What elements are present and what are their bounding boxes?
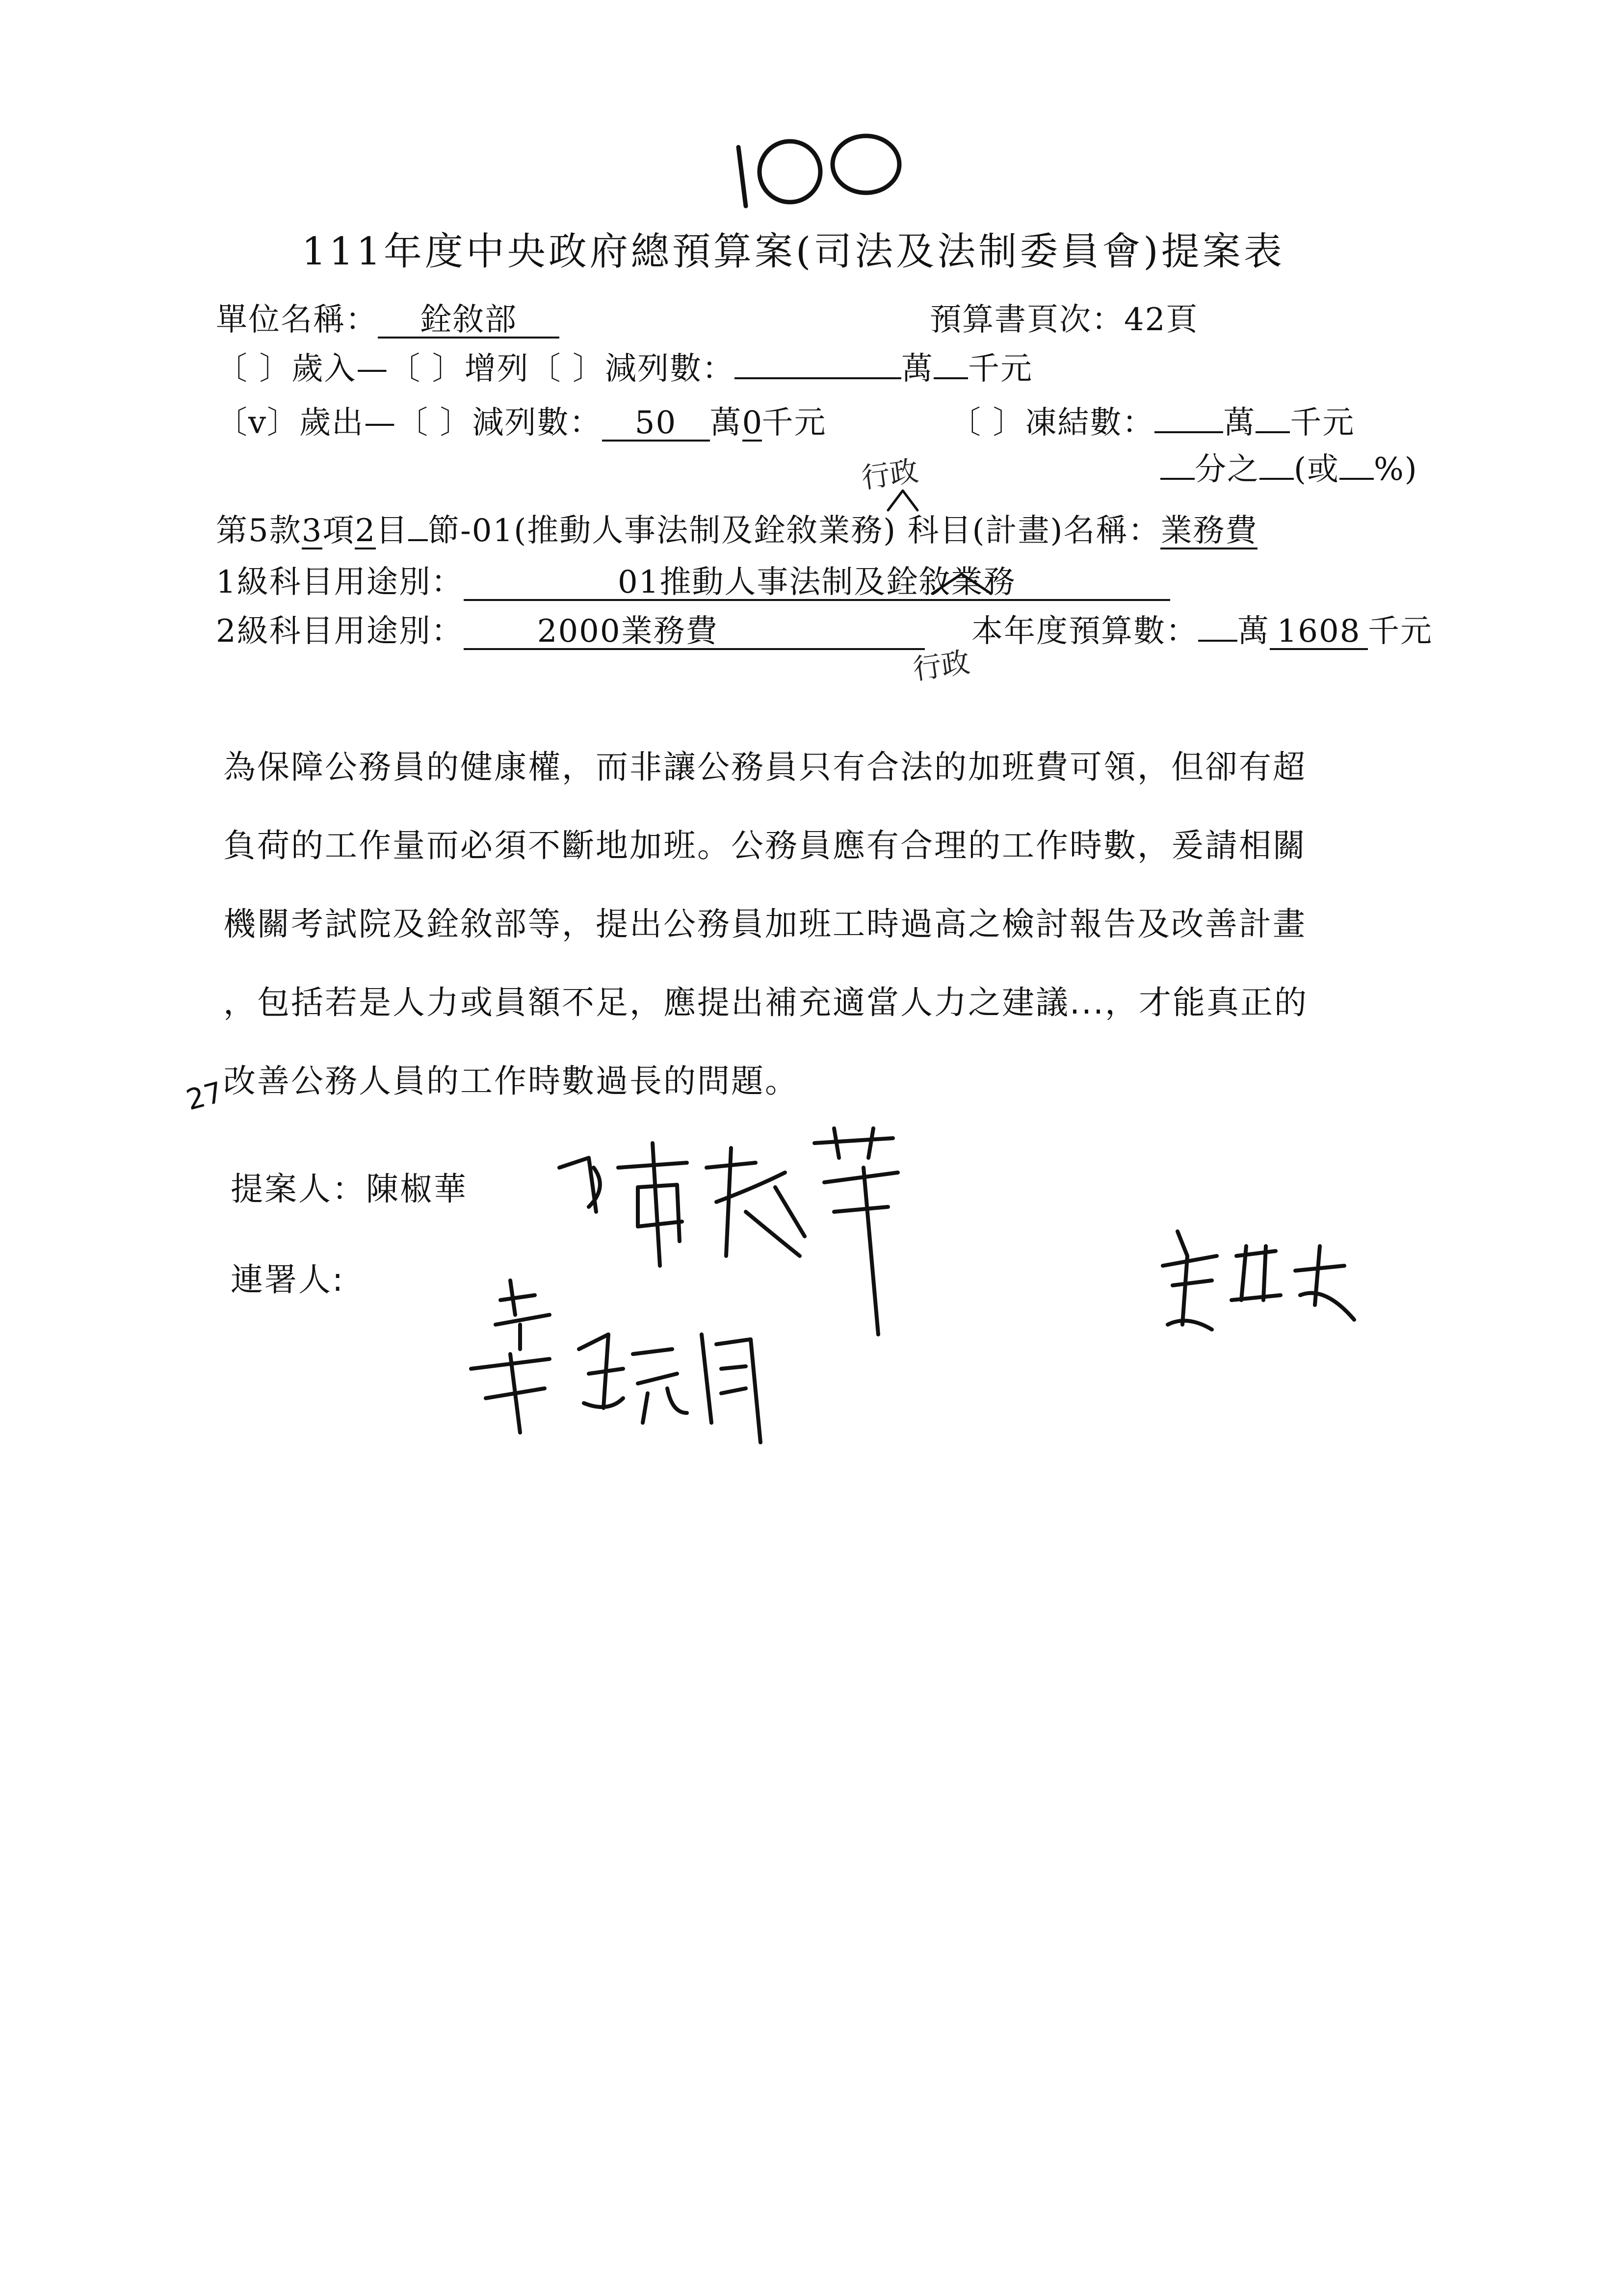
expenditure-label: 歲出— [299,405,397,441]
or-open: (或 [1294,451,1339,488]
expenditure-amount-wan: 50 [602,407,710,442]
increase-label: 增列 [464,351,529,387]
kuan-prefix: 第5款 [216,513,302,549]
percent-close: %) [1373,451,1418,488]
freeze-bracket: 〔 〕 [949,405,1025,441]
freeze-wan-unit: 萬 [1223,405,1256,441]
revenue-bracket: 〔 〕 [216,351,292,387]
expenditure-bracket: 〔 〕 [396,405,472,441]
correction-mark-bottom: 行政 [911,645,972,686]
expenditure-amount-qian: 0 [742,405,763,441]
expenditure-decrease-label: 減列數： [472,405,602,441]
annual-budget-wan-unit: 萬 [1237,613,1270,650]
annual-budget-qian-unit: 千元 [1368,613,1433,650]
level2-label: 2級科目用途別： [216,613,464,650]
revenue-qian-unit: 千元 [968,351,1033,387]
level1-label: 1級科目用途別： [216,564,464,600]
mu-number: 2 [355,513,376,549]
fraction-label: 分之 [1195,451,1259,488]
annual-budget-label: 本年度預算數： [971,613,1198,650]
decrease-bracket: 〔 〕 [529,351,605,387]
level2-value: 2000業務費 [464,615,925,650]
expenditure-wan-unit: 萬 [709,405,742,441]
revenue-label: 歲入— [291,351,389,387]
freeze-label: 凍結數： [1025,405,1155,441]
form-title: 111年度中央政府總預算案(司法及法制委員會)提案表 [302,230,1285,274]
body-line-1: 為保障公務員的健康權，而非讓公務員只有合法的加班費可領，但卻有超 [223,748,1307,786]
body-line-5: 改善公務人員的工作時數過長的問題。 [223,1062,799,1100]
xiang-number: 3 [301,513,323,549]
item-code-text: -01(推動人事法制及銓敘業務) 科目(計畫)名稱： [460,513,1161,549]
revenue-wan-unit: 萬 [901,351,934,387]
budget-page: 預算書頁次：42頁 [930,302,1199,338]
decrease-label: 減列數： [605,351,735,387]
correction-mark-top: 行政 [859,454,920,495]
cosigner-label: 連署人: [231,1261,345,1299]
increase-bracket: 〔 〕 [389,351,465,387]
body-line-3: 機關考試院及銓敘部等，提出公務員加班工時過高之檢討報告及改善計畫 [223,905,1307,943]
unit-value: 銓敘部 [378,304,559,339]
mu-label: 目 [376,513,409,549]
expenditure-checkbox: 〔v〕 [216,405,300,441]
jie-label: 節 [428,513,461,549]
unit-label: 單位名稱： [216,302,378,338]
body-line-2: 負荷的工作量而必須不斷地加班。公務員應有合理的工作時數，爰請相關 [223,827,1307,864]
subject-name: 業務費 [1160,513,1258,549]
freeze-qian-unit: 千元 [1290,405,1355,441]
margin-mark: 27 [183,1075,227,1117]
xiang-label: 項 [322,513,355,549]
annual-budget-amount: 1608 [1270,615,1368,650]
proposer-label: 提案人： [231,1170,366,1208]
expenditure-qian-unit: 千元 [761,405,827,441]
body-line-4: ，包括若是人力或員額不足，應提出補充適當人力之建議...，才能真正的 [223,984,1308,1021]
level1-value: 01推動人事法制及銓敘業務 [464,566,1170,601]
proposer-name: 陳椒華 [366,1170,468,1208]
